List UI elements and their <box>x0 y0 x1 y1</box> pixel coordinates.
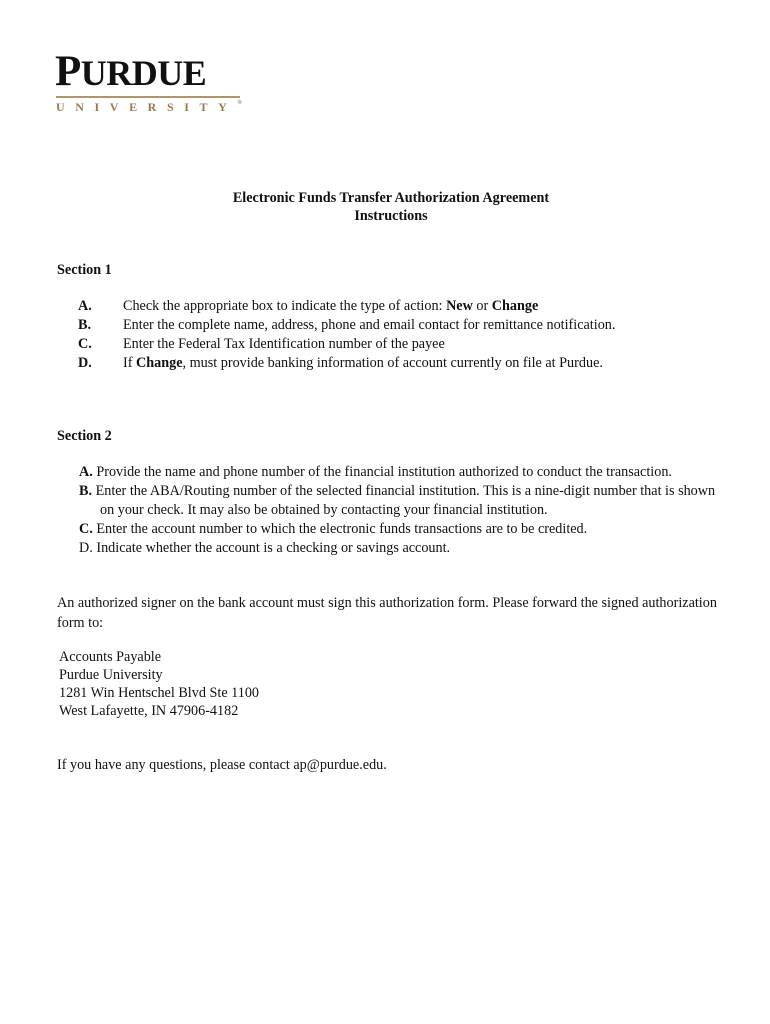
address-line: Purdue University <box>59 667 163 683</box>
list-item <box>78 316 738 335</box>
list-text: Check the appropriate box to indicate the type of action: New or Change <box>123 298 539 314</box>
contact-line: If you have any questions, please contact ap@purdue.edu. <box>57 757 387 773</box>
title-line-1: Electronic Funds Transfer Authorization Agreement <box>232 190 550 206</box>
list-text: Enter the account number to which the electronic funds transactions are to be credited. <box>96 521 588 537</box>
purdue-logo <box>55 48 256 115</box>
list-letter: D. <box>79 540 93 556</box>
document-title <box>0 189 770 225</box>
list-letter: A. <box>78 298 92 314</box>
list-letter: D. <box>78 355 92 371</box>
list-letter: C. <box>78 336 92 352</box>
instructions-paragraph: An authorized signer on the bank account must sign this authorization form. Please forward the signed authorization form to: <box>57 595 717 631</box>
list-item <box>79 520 729 539</box>
list-text: Enter the Federal Tax Identification number of the payee <box>123 336 445 352</box>
list-item <box>78 354 738 373</box>
list-letter: A. <box>79 464 93 480</box>
list-letter: B. <box>78 317 92 333</box>
logo-subtitle: UNIVERSITY® <box>56 100 242 114</box>
list-text: Enter the ABA/Routing number of the selected financial institution. This is a nine-digit number that is shown on your check. It may also be obtained by contacting your financial institution. <box>95 483 716 518</box>
section-2-list <box>79 463 729 558</box>
list-item <box>78 297 738 316</box>
list-item <box>79 463 729 482</box>
title-line-2: Instructions <box>354 208 428 224</box>
mailing-address <box>59 648 259 720</box>
list-text: Indicate whether the account is a checking or savings account. <box>96 540 451 556</box>
section-2-heading: Section 2 <box>57 428 112 444</box>
list-letter: C. <box>79 521 93 537</box>
list-item <box>79 482 729 520</box>
section-1-heading: Section 1 <box>57 262 112 278</box>
list-letter: B. <box>79 483 93 499</box>
list-text: Enter the complete name, address, phone and email contact for remittance notification. <box>123 317 616 333</box>
trademark-symbol: ® <box>237 100 242 106</box>
address-line: 1281 Win Hentschel Blvd Ste 1100 <box>59 685 260 701</box>
logo-rule <box>56 96 240 98</box>
list-text: Provide the name and phone number of the financial institution authorized to conduct the transaction. <box>96 464 672 480</box>
logo-wordmark: PURDUE <box>55 48 207 95</box>
list-text: If Change, must provide banking information of account currently on file at Purdue. <box>123 355 603 371</box>
address-line: West Lafayette, IN 47906-4182 <box>59 703 239 719</box>
section-1-list <box>78 297 738 373</box>
list-item <box>78 335 738 354</box>
address-line: Accounts Payable <box>59 649 162 665</box>
list-item <box>79 539 729 558</box>
